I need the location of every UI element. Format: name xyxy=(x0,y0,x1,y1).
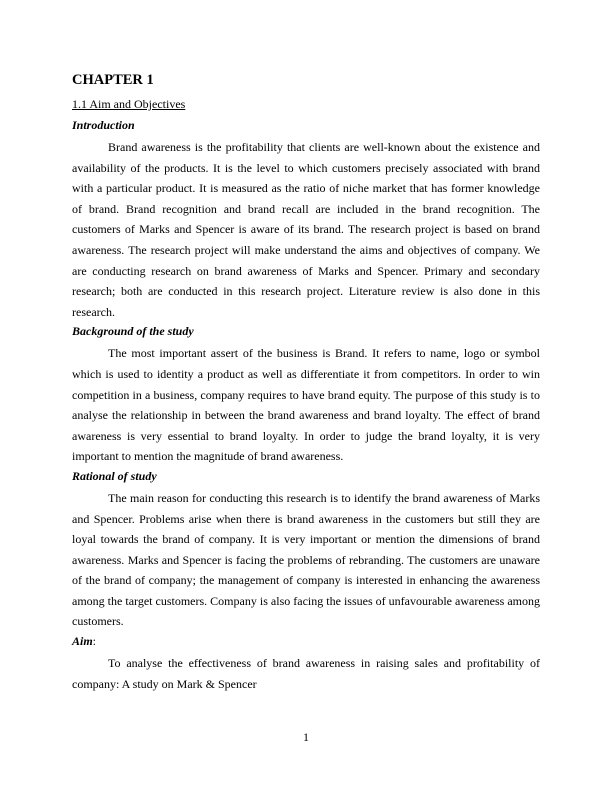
aim-heading-colon: : xyxy=(92,634,97,649)
section-title: 1.1 Aim and Objectives xyxy=(72,97,186,111)
background-heading: Background of the study xyxy=(72,324,194,339)
page-number: 1 xyxy=(303,730,309,744)
rational-heading: Rational of study xyxy=(72,468,157,483)
introduction-heading: Introduction xyxy=(72,118,135,132)
chapter-title: CHAPTER 1 xyxy=(72,72,154,88)
aim-heading xyxy=(72,633,540,649)
aim-heading-text: Aim xyxy=(72,634,93,649)
aim-paragraph: To analyse the effectiveness of brand awareness in raising sales and profitability of company: A study on Mark & Spencer xyxy=(72,656,540,691)
background-paragraph: The most important assert of the business is Brand. It refers to name, logo or symbol which is used to identity a product as well as differentiate it from competitors. In order to win competition in a business, company requires to have brand equity. The purpose of this study is to analyse the relationship in between the brand awareness and brand loyalty. The effect of brand awareness is very essential to brand loyalty. In order to judge the brand loyalty, it is very important to mention the magnitude of brand awareness. xyxy=(72,346,540,464)
rational-paragraph: The main reason for conducting this research is to identify the brand awareness of Marks and Spencer. Problems arise when there is brand awareness in the customers but still they are loyal towards the brand of company. It is very important or mention the dimensions of brand awareness. Marks and Spencer is facing the problems of rebranding. The customers are unaware of the brand of company; the management of company is interested in enhancing the awareness among the target customers. Company is also facing the issues of unfavourable awareness among customers. xyxy=(72,490,540,629)
document-page xyxy=(72,70,540,695)
introduction-paragraph: Brand awareness is the profitability that clients are well-known about the existence and availability of the products. It is the level to which customers precisely associated with brand with a particular product. It is measured as the ratio of niche market that has former knowledge of brand. Brand recognition and brand recall are included in the brand recognition. The customers of Marks and Spencer is aware of its brand. The research project is based on brand awareness. The research project will make understand the aims and objectives of company. We are conducting research on brand awareness of Marks and Spencer. Primary and secondary research; both are conducted in this research project. Literature review is also done in this research. xyxy=(72,140,540,319)
